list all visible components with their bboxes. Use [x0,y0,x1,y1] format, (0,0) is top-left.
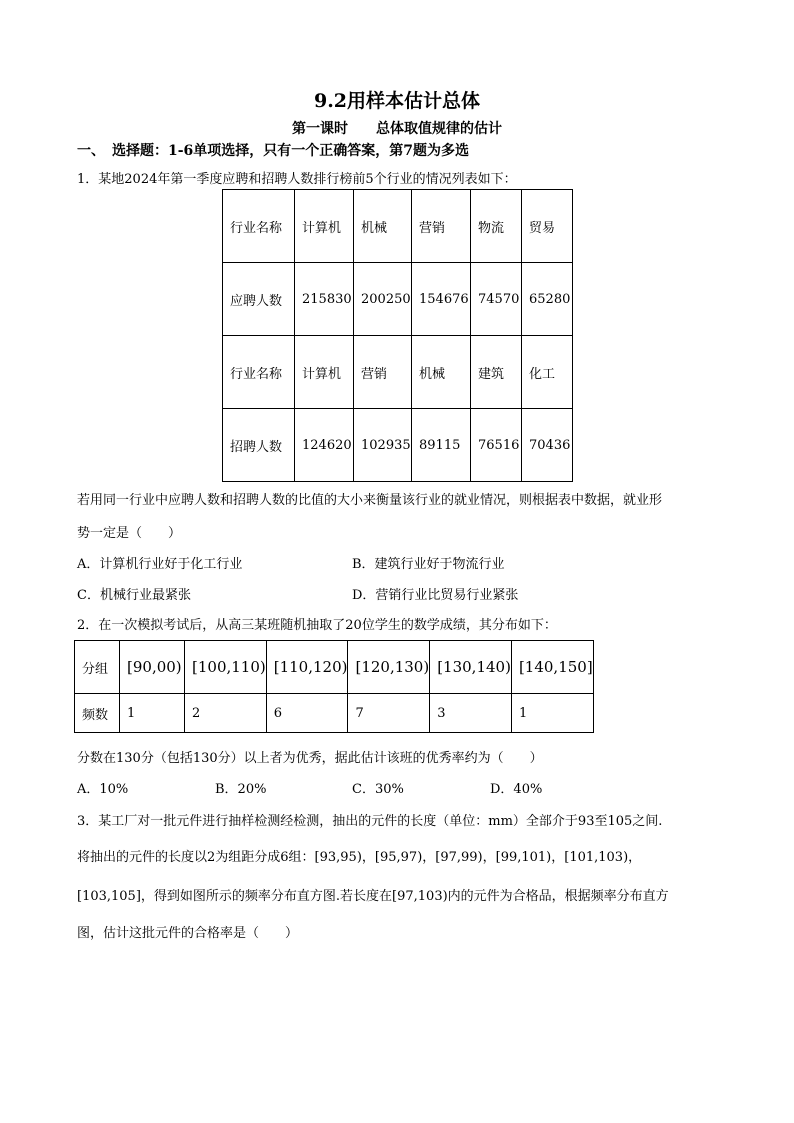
page-title: 9.2用样本估计总体 [313,90,481,112]
q2-option-c: C．30% [352,782,404,797]
table-cell: [100,110) [185,641,267,694]
table-row [223,263,573,336]
table-cell: 2 [185,694,267,733]
table-cell: 分组 [75,641,120,694]
table-cell: 频数 [75,694,120,733]
table-cell: 1 [511,694,593,733]
table-cell: [140,150] [511,641,593,694]
table-cell: [120,130) [348,641,430,694]
table-cell: [130,140) [430,641,512,694]
table-cell: 7 [348,694,430,733]
table-cell: 贸易 [522,190,573,263]
table-cell: 物流 [471,190,522,263]
q1-text-line2: 势一定是（ ） [77,526,182,541]
table-cell: 建筑 [471,336,522,409]
table-cell: 76516 [471,409,522,482]
q2-stem: 2．在一次模拟考试后，从高三某班随机抽取了20位学生的数学成绩，其分布如下： [77,618,557,633]
table-cell: 65280 [522,263,573,336]
q1-table [222,189,573,482]
table-row [223,190,573,263]
q2-option-a: A．10% [77,782,129,797]
table-cell: 1 [120,694,185,733]
table-row [75,641,594,694]
table-cell: 化工 [522,336,573,409]
q1-stem: 1．某地2024年第一季度应聘和招聘人数排行榜前5个行业的情况列表如下： [77,172,517,187]
q1-option-c: C．机械行业最紧张 [77,588,191,603]
table-row [75,694,594,733]
table-cell: 154676 [412,263,471,336]
table-cell: 招聘人数 [223,409,295,482]
q2-table [74,640,594,733]
q3-line3: [103,105]，得到如图所示的频率分布直方图.若长度在[97,103)内的元件为合格品，根据频率分布直方 [77,889,669,904]
q3-line2: 将抽出的元件的长度以2为组距分成6组：[93,95)，[95,97)，[97,99)，[99,101)，[101,103)， [77,850,642,865]
q2-text: 分数在130分（包括130分）以上者为优秀，据此估计该班的优秀率约为（ ） [77,751,543,766]
section-heading: 一、 选择题：1-6单项选择，只有一个正确答案，第7题为多选 [77,143,470,159]
q1-option-a: A．计算机行业好于化工行业 [77,557,243,572]
q2-option-d: D．40% [490,782,543,797]
q1-option-b: B．建筑行业好于物流行业 [352,557,505,572]
table-cell: 机械 [354,190,412,263]
table-cell: 6 [266,694,348,733]
q1-text-line1: 若用同一行业中应聘人数和招聘人数的比值的大小来衡量该行业的就业情况，则根据表中数据，就业形 [77,493,663,508]
table-cell: 营销 [354,336,412,409]
q1-option-d: D．营销行业比贸易行业紧张 [352,588,519,603]
table-cell: 营销 [412,190,471,263]
table-cell: 机械 [412,336,471,409]
table-cell: 215830 [295,263,354,336]
table-row [223,336,573,409]
table-cell: 计算机 [295,190,354,263]
q3-line4: 图，估计这批元件的合格率是（ ） [77,926,299,941]
table-cell: [90,00) [120,641,185,694]
table-cell: 200250 [354,263,412,336]
table-cell: 行业名称 [223,336,295,409]
table-cell: 102935 [354,409,412,482]
table-cell: 124620 [295,409,354,482]
table-cell: 计算机 [295,336,354,409]
q3-line1: 3．某工厂对一批元件进行抽样检测经检测，抽出的元件的长度（单位：mm）全部介于93至105之间. [77,814,663,829]
table-cell: 行业名称 [223,190,295,263]
table-row [223,409,573,482]
page-subtitle: 第一课时 总体取值规律的估计 [292,121,502,137]
table-cell: 89115 [412,409,471,482]
table-cell: 3 [430,694,512,733]
table-cell: 70436 [522,409,573,482]
q2-option-b: B．20% [215,782,267,797]
table-cell: 应聘人数 [223,263,295,336]
table-cell: [110,120) [266,641,348,694]
table-cell: 74570 [471,263,522,336]
